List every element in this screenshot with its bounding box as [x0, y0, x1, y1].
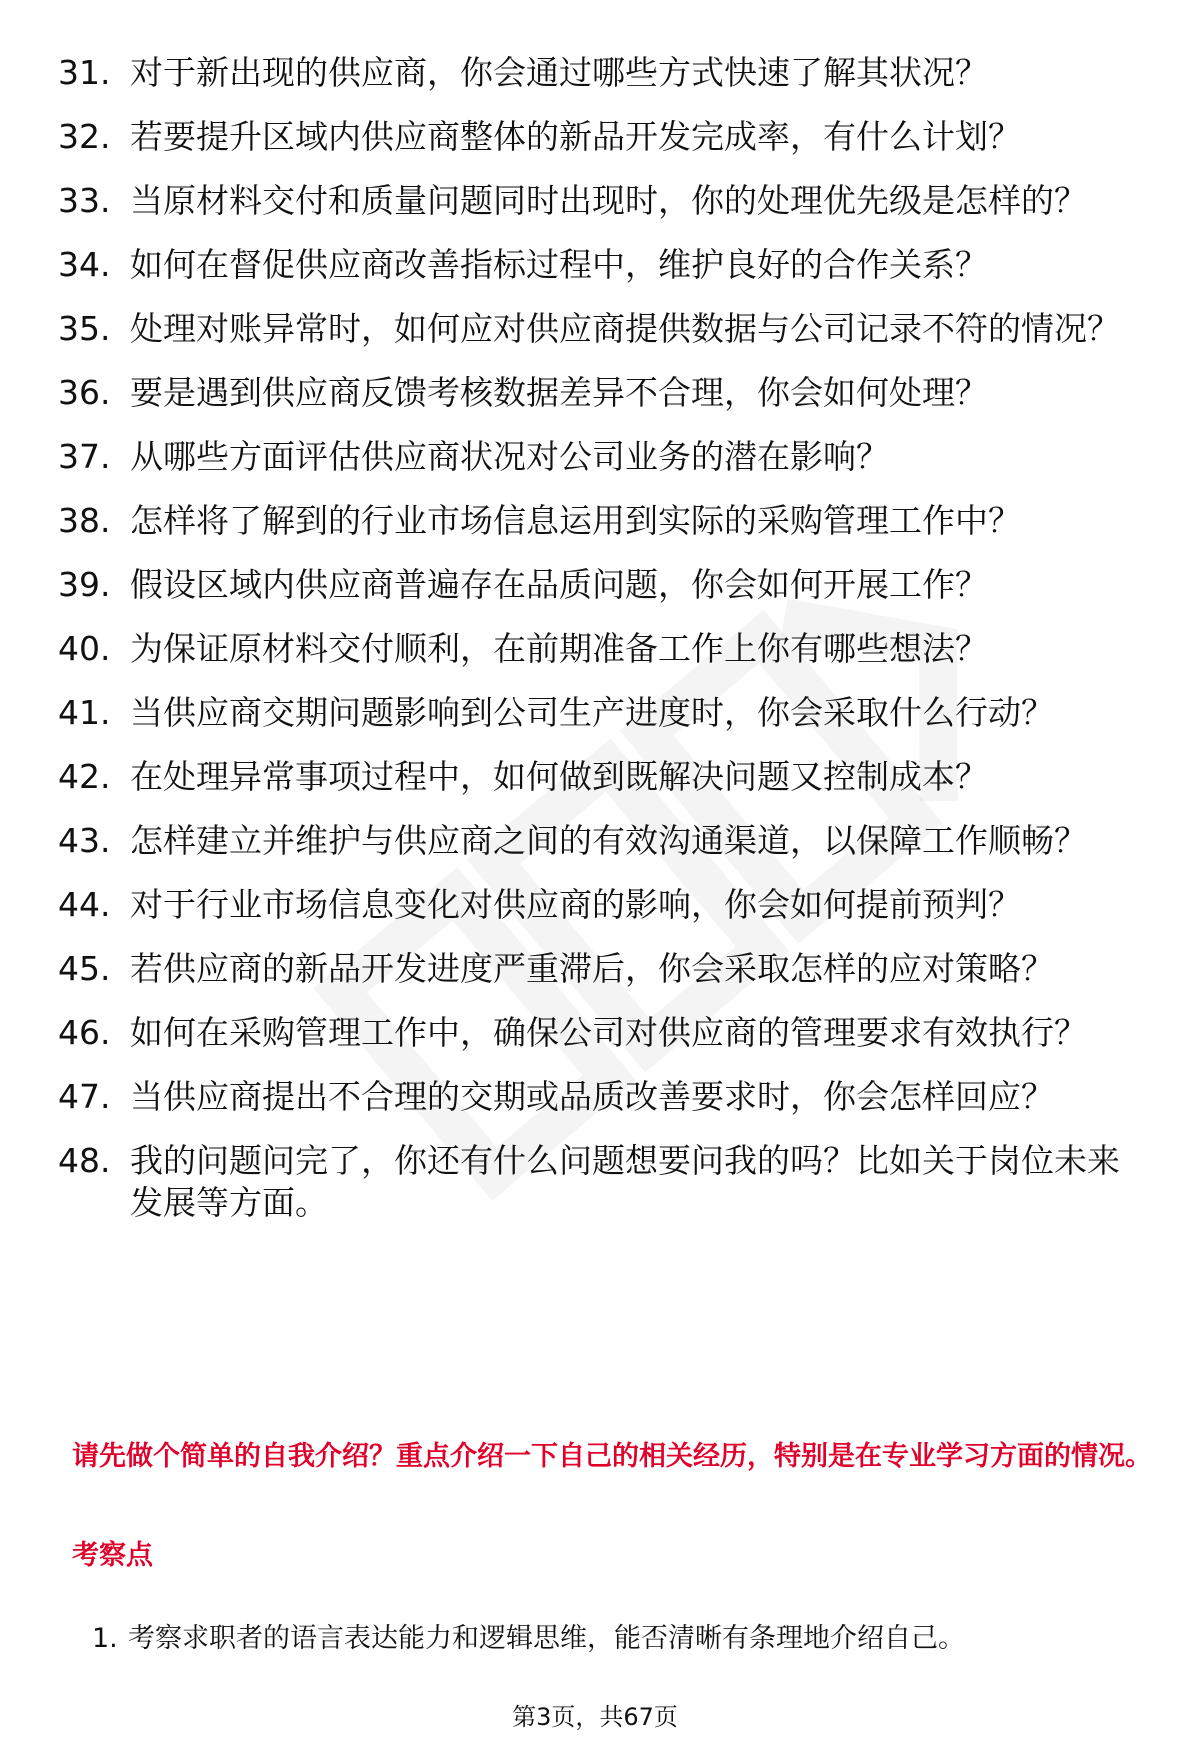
question-number: 47. — [58, 1077, 111, 1116]
question-item — [58, 116, 1148, 158]
question-item — [58, 52, 1148, 94]
question-text: 对于行业市场信息变化对供应商的影响，你会如何提前预判？ — [130, 885, 1021, 924]
question-text: 当供应商交期问题影响到公司生产进度时，你会采取什么行动？ — [130, 693, 1054, 732]
question-number: 33. — [58, 181, 111, 220]
section-heading: 考察点 — [72, 1540, 153, 1571]
question-text: 我的问题问完了，你还有什么问题想要问我的吗？比如关于岗位未来发展等方面。 — [130, 1141, 1120, 1222]
question-number: 46. — [58, 1013, 111, 1052]
question-number: 36. — [58, 373, 111, 412]
question-number: 40. — [58, 629, 111, 668]
question-number: 37. — [58, 437, 111, 476]
question-text: 若供应商的新品开发进度严重滞后，你会采取怎样的应对策略？ — [130, 949, 1054, 988]
question-item — [58, 564, 1148, 606]
question-item — [58, 884, 1148, 926]
question-number: 41. — [58, 693, 111, 732]
question-item — [58, 1076, 1148, 1118]
question-number: 35. — [58, 309, 111, 348]
question-number: 34. — [58, 245, 111, 284]
question-number: 43. — [58, 821, 111, 860]
question-number: 31. — [58, 53, 111, 92]
assessment-point — [92, 1620, 1152, 1658]
question-text: 当供应商提出不合理的交期或品质改善要求时，你会怎样回应？ — [130, 1077, 1054, 1116]
question-number: 32. — [58, 117, 111, 156]
question-number: 38. — [58, 501, 111, 540]
point-text: 考察求职者的语言表达能力和逻辑思维，能否清晰有条理地介绍自己。 — [128, 1623, 965, 1654]
question-text: 要是遇到供应商反馈考核数据差异不合理，你会如何处理？ — [130, 373, 988, 412]
page-footer: 第3页，共67页 — [512, 1703, 678, 1731]
question-text: 怎样建立并维护与供应商之间的有效沟通渠道，以保障工作顺畅？ — [130, 821, 1087, 860]
question-item — [58, 628, 1148, 670]
question-text: 若要提升区域内供应商整体的新品开发完成率，有什么计划？ — [130, 117, 1021, 156]
question-text: 怎样将了解到的行业市场信息运用到实际的采购管理工作中？ — [130, 501, 1021, 540]
question-text: 从哪些方面评估供应商状况对公司业务的潜在影响？ — [130, 437, 889, 476]
question-number: 48. — [58, 1141, 111, 1180]
question-text: 如何在采购管理工作中，确保公司对供应商的管理要求有效执行？ — [130, 1013, 1087, 1052]
question-item — [58, 1012, 1148, 1054]
question-item — [58, 756, 1148, 798]
question-text: 为保证原材料交付顺利，在前期准备工作上你有哪些想法？ — [130, 629, 988, 668]
question-item — [58, 820, 1148, 862]
question-item — [58, 436, 1148, 478]
question-number: 45. — [58, 949, 111, 988]
question-item — [58, 308, 1148, 350]
question-text: 对于新出现的供应商，你会通过哪些方式快速了解其状况？ — [130, 53, 988, 92]
question-item — [58, 948, 1148, 990]
question-item — [58, 180, 1148, 222]
point-number: 1. — [92, 1623, 118, 1654]
question-item — [58, 372, 1148, 414]
highlight-question: 请先做个简单的自我介绍？重点介绍一下自己的相关经历，特别是在专业学习方面的情况。 — [72, 1441, 1152, 1472]
question-item — [58, 692, 1148, 734]
question-text: 当原材料交付和质量问题同时出现时，你的处理优先级是怎样的？ — [130, 181, 1087, 220]
question-number: 42. — [58, 757, 111, 796]
question-number: 44. — [58, 885, 111, 924]
question-list — [58, 52, 1148, 1246]
question-item — [58, 500, 1148, 542]
question-text: 处理对账异常时，如何应对供应商提供数据与公司记录不符的情况？ — [130, 309, 1120, 348]
question-text: 如何在督促供应商改善指标过程中，维护良好的合作关系？ — [130, 245, 988, 284]
question-number: 39. — [58, 565, 111, 604]
question-item — [58, 1140, 1148, 1224]
question-text: 在处理异常事项过程中，如何做到既解决问题又控制成本？ — [130, 757, 988, 796]
question-item — [58, 244, 1148, 286]
question-text: 假设区域内供应商普遍存在品质问题，你会如何开展工作？ — [130, 565, 988, 604]
